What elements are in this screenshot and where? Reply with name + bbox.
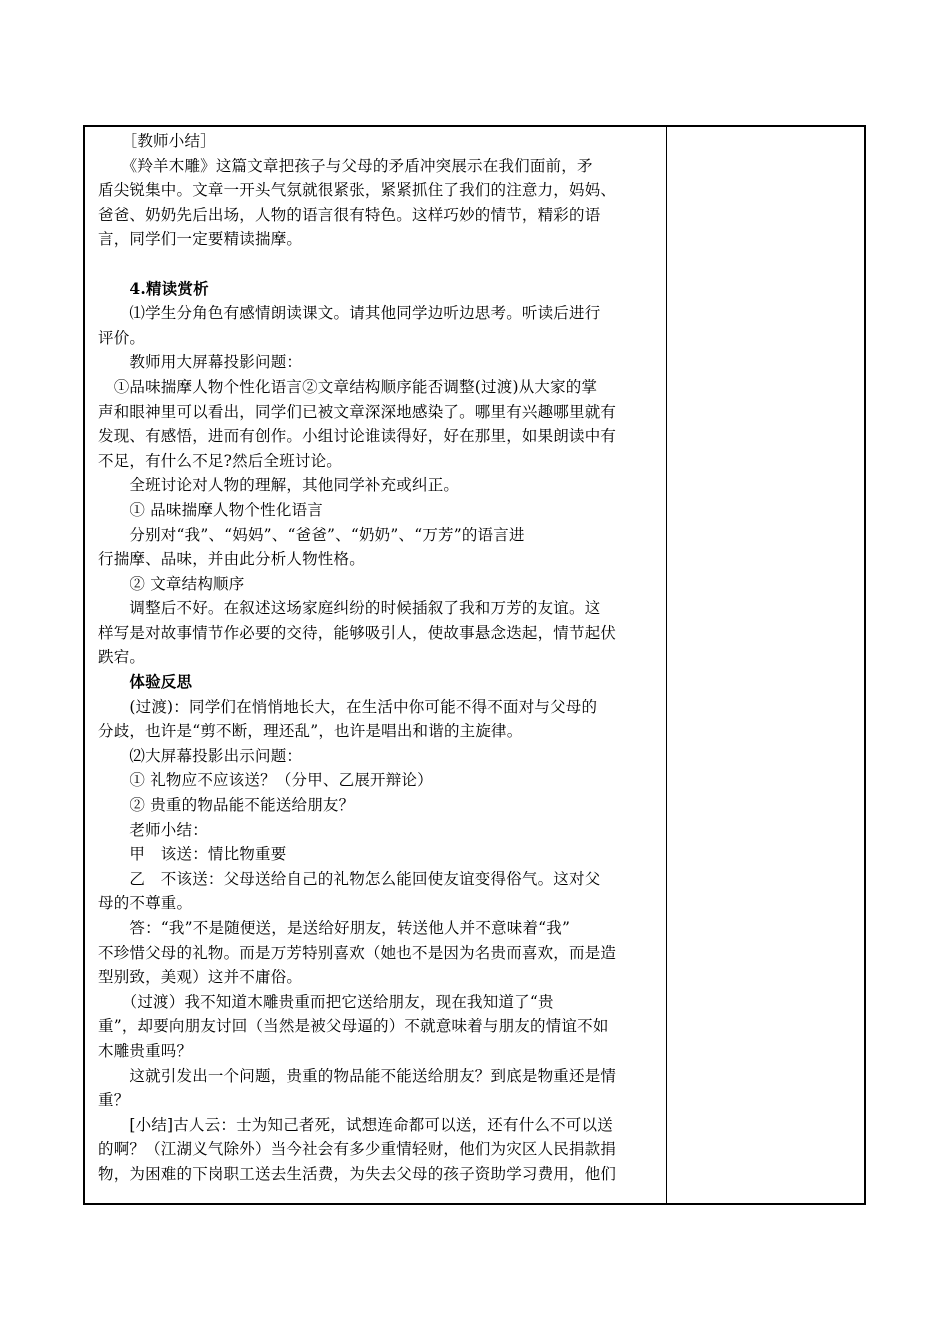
text-line: 发现、有感悟，进而有创作。小组讨论谁读得好，好在那里，如果朗读中有 [98,427,617,446]
text-line: 甲 该送：情比物重要 [98,845,287,864]
text-line: 调整后不好。在叙述这场家庭纠纷的时候插叙了我和万芳的友谊。这 [98,599,601,618]
text-line: 不珍惜父母的礼物。而是万芳特别喜欢（她也不是因为名贵而喜欢，而是造 [98,943,617,962]
text-line: ⑴学生分角色有感情朗读课文。请其他同学边听边思考。听读后进行 [98,304,601,323]
text-line: 样写是对故事情节作必要的交待，能够吸引人，使故事悬念迭起，情节起伏 [98,623,617,642]
text-line: 不足，有什么不足?然后全班讨论。 [98,451,343,470]
text-line [98,252,661,277]
content-cell [98,129,661,1187]
text-line: ⑵大屏幕投影出示问题： [98,746,303,765]
text-line: ［教师小结］ [98,132,216,150]
text-line: ② 贵重的物品能不能送给朋友？ [98,796,355,815]
text-line: 爸爸、奶奶先后出场，人物的语言很有特色。这样巧妙的情节，精彩的语 [98,205,601,224]
text-line: 全班讨论对人物的理解，其他同学补充或纠正。 [98,476,460,495]
text-line: 这就引发出一个问题，贵重的物品能不能送给朋友？到底是物重还是情 [98,1066,617,1085]
text-line: 乙 不该送：父母送给自己的礼物怎么能回使友谊变得俗气。这对父 [98,869,601,888]
text-line: 型别致，美观）这并不庸俗。 [98,968,303,987]
text-line: 答：“我”不是随便送，是送给好朋友，转送他人并不意味着“我” [98,919,571,937]
text-line: 母的不尊重。 [98,894,193,913]
text-line: 分别对“我”、“妈妈”、“爸爸”、“奶奶”、“万芳”的语言进 [98,525,525,544]
text-line: ① 品味揣摩人物个性化语言 [98,500,323,519]
text-line: ①品味揣摩人物个性化语言②文章结构顺序能否调整(过渡)从大家的掌 [98,377,598,396]
text-line: 教师用大屏幕投影问题： [98,353,303,372]
text-line: 跌宕。 [98,648,146,667]
text-line: 物，为困难的下岗职工送去生活费，为失去父母的孩子资助学习费用，他们 [98,1164,617,1183]
section-heading: 体验反思 [98,672,193,692]
notes-cell [668,127,864,1203]
text-line: 的啊？（江湖义气除外）当今社会有多少重情轻财，他们为灾区人民捐款捐 [98,1140,617,1159]
text-line: 木雕贵重吗？ [98,1041,193,1060]
text-line: 评价。 [98,328,146,347]
text-line: 声和眼神里可以看出，同学们已被文章深深地感染了。哪里有兴趣哪里就有 [98,402,617,421]
lesson-table [83,125,866,1205]
column-divider [666,127,667,1203]
text-line: （过渡）我不知道木雕贵重而把它送给朋友，现在我知道了“贵 [98,992,554,1011]
text-line: [小结]古人云：士为知己者死，试想连命都可以送，还有什么不可以送 [98,1115,613,1134]
text-line: 盾尖锐集中。文章一开头气氛就很紧张，紧紧抓住了我们的注意力，妈妈、 [98,181,617,200]
text-line: 言，同学们一定要精读揣摩。 [98,230,303,249]
text-line: ② 文章结构顺序 [98,574,245,593]
text-line: 重”，却要向朋友讨回（当然是被父母逼的）不就意味着与朋友的情谊不如 [98,1017,609,1036]
text-line: (过渡)：同学们在悄悄地长大，在生活中你可能不得不面对与父母的 [98,697,598,716]
text-line: 行揣摩、品味，并由此分析人物性格。 [98,550,365,569]
section-heading: 4.精读赏析 [98,278,209,298]
text-line: ① 礼物应不应该送？（分甲、乙展开辩论） [98,771,433,790]
text-line: 分歧，也许是“剪不断，理还乱”，也许是唱出和谐的主旋律。 [98,722,523,741]
text-line: 重？ [98,1091,130,1110]
text-line: 《羚羊木雕》这篇文章把孩子与父母的矛盾冲突展示在我们面前，矛 [98,156,593,175]
text-line: 老师小结： [98,820,208,839]
